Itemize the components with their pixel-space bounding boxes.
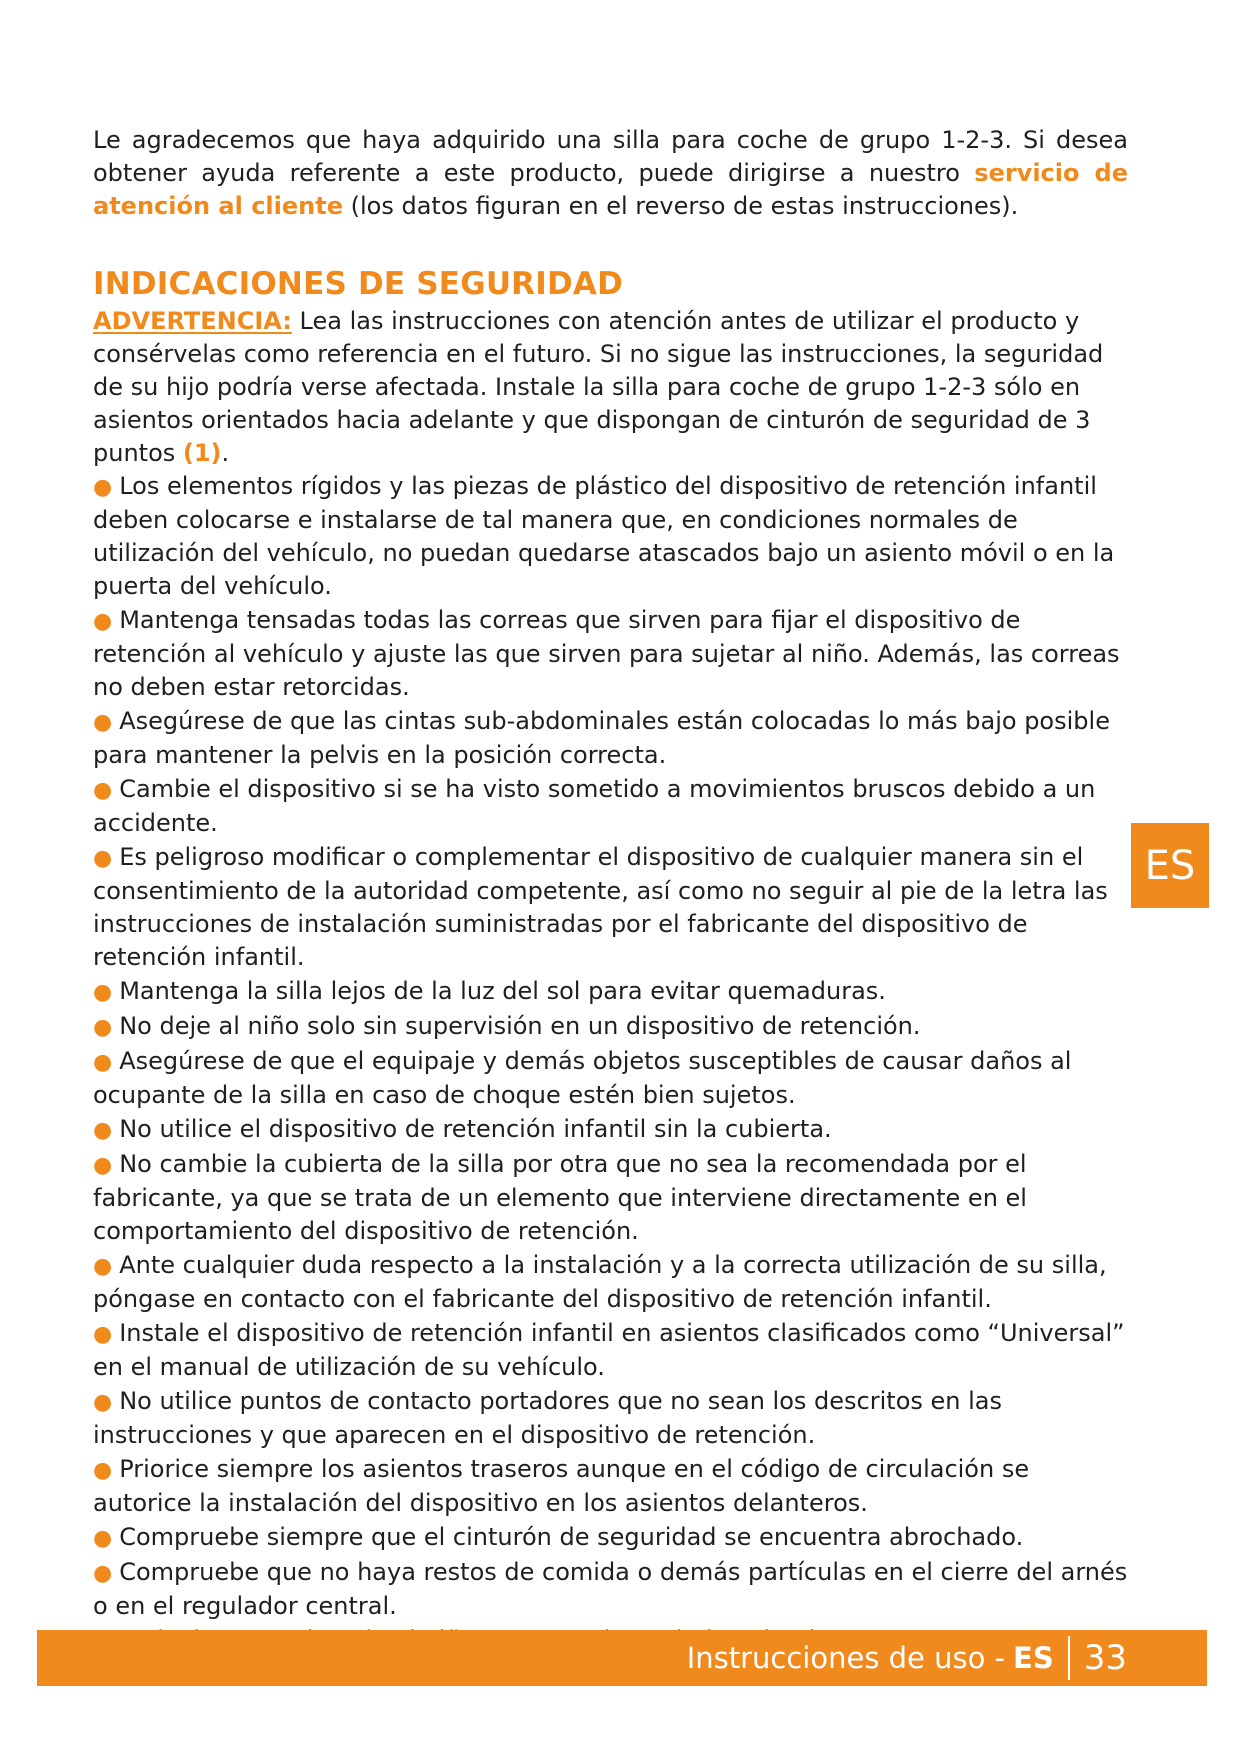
- bullet-icon: ●: [93, 980, 113, 1005]
- list-item: [93, 1385, 1128, 1452]
- warning-paragraph: [93, 305, 1128, 470]
- bullet-text: Compruebe siempre que el cinturón de seguridad se encuentra abrochado.: [119, 1523, 1024, 1551]
- bullet-text: Compruebe que no haya restos de comida o demás partículas en el cierre del arnés o en el regulador central.: [93, 1558, 1128, 1620]
- bullet-icon: ●: [93, 475, 113, 500]
- language-tab: ES: [1131, 823, 1209, 908]
- bullet-text: Ante cualquier duda respecto a la instalación y a la correcta utilización de su silla, póngase en contacto con el fabricante del dispositivo de retención infantil.: [93, 1251, 1107, 1313]
- footer-divider: [1068, 1636, 1070, 1680]
- warning-end: .: [221, 439, 230, 467]
- list-item: [93, 1148, 1128, 1248]
- bullet-text: Los elementos rígidos y las piezas de plástico del dispositivo de retención infantil deben colocarse e instalarse de tal manera que, en condiciones normales de utilización del vehículo, no puedan quedarse atascados bajo un asiento móvil o en la puerta del vehículo.: [93, 472, 1115, 600]
- bullet-icon: ●: [93, 1015, 113, 1040]
- page-number: 33: [1083, 1638, 1127, 1678]
- bullet-icon: ●: [93, 778, 113, 803]
- section-title: INDICACIONES DE SEGURIDAD: [93, 266, 624, 302]
- intro-text-end: (los datos figuran en el reverso de estas instrucciones).: [342, 192, 1019, 220]
- bullet-text: Cambie el dispositivo si se ha visto sometido a movimientos bruscos debido a un accidente.: [93, 775, 1096, 837]
- list-item: [93, 470, 1128, 603]
- bullet-text: Mantenga la silla lejos de la luz del sol para evitar quemaduras.: [119, 977, 886, 1005]
- bullet-icon: ●: [93, 1050, 113, 1075]
- list-item: [93, 1010, 1128, 1044]
- bullet-icon: ●: [93, 1254, 113, 1279]
- bullet-icon: ●: [93, 1526, 113, 1551]
- bullet-text: Mantenga tensadas todas las correas que sirven para fijar el dispositivo de retención al vehículo y ajuste las que sirven para sujetar al niño. Además, las correas no deben estar retorcidas.: [93, 606, 1120, 701]
- bullet-text: No cambie la cubierta de la silla por otra que no sea la recomendada por el fabricante, ya que se trata de un elemento que interviene directamente en el comportamiento del dispositivo de retención.: [93, 1150, 1027, 1245]
- warning-text: Lea las instrucciones con atención antes de utilizar el producto y consérvelas como referencia en el futuro. Si no sigue las instrucciones, la seguridad de su hijo podría verse afectada. Instale la silla para coche de grupo 1-2-3 sólo en asientos orientados hacia adelante y que dispongan de cinturón de seguridad de 3 puntos: [93, 307, 1104, 467]
- safety-bullet-list: [93, 470, 1128, 1658]
- bullet-text: Asegúrese de que el equipaje y demás objetos susceptibles de causar daños al ocupante de la silla en caso de choque estén bien sujetos.: [93, 1047, 1072, 1109]
- list-item: [93, 1453, 1128, 1520]
- bullet-icon: ●: [93, 1458, 113, 1483]
- list-item: [93, 705, 1128, 772]
- list-item: [93, 1249, 1128, 1316]
- figure-reference: (1): [182, 439, 222, 467]
- bullet-text: No utilice puntos de contacto portadores que no sean los descritos en las instrucciones y que aparecen en el dispositivo de retención.: [93, 1387, 1002, 1449]
- bullet-icon: ●: [93, 1118, 113, 1143]
- bullet-text: Instale el dispositivo de retención infantil en asientos clasificados como “Universal” en el manual de utilización de su vehículo.: [93, 1319, 1125, 1381]
- list-item: [93, 604, 1128, 704]
- bullet-icon: ●: [93, 846, 113, 871]
- bullet-icon: ●: [93, 710, 113, 735]
- bullet-text: Es peligroso modificar o complementar el dispositivo de cualquier manera sin el consentimiento de la autoridad competente, así como no seguir al pie de la letra las instrucciones de instalación suministradas por el fabricante del dispositivo de retención infantil.: [93, 843, 1108, 971]
- bullet-text: Asegúrese de que las cintas sub-abdominales están colocadas lo más bajo posible para mantener la pelvis en la posición correcta.: [93, 707, 1110, 769]
- bullet-text: Priorice siempre los asientos traseros aunque en el código de circulación se autorice la instalación del dispositivo en los asientos delanteros.: [93, 1455, 1030, 1517]
- footer-label: Instrucciones de uso -: [686, 1641, 1006, 1675]
- list-item: [93, 1521, 1128, 1555]
- bullet-icon: ●: [93, 1153, 113, 1178]
- bullet-text: No utilice el dispositivo de retención infantil sin la cubierta.: [119, 1115, 832, 1143]
- list-item: [93, 1113, 1128, 1147]
- list-item: [93, 1317, 1128, 1384]
- customer-service-highlight: servicio de atención al cliente: [93, 159, 1128, 220]
- list-item: [93, 841, 1128, 974]
- page-content: [93, 124, 1128, 1659]
- bullet-icon: ●: [93, 1390, 113, 1415]
- footer-bar: [37, 1630, 1207, 1686]
- bullet-icon: ●: [93, 609, 113, 634]
- list-item: [93, 1045, 1128, 1112]
- bullet-icon: ●: [93, 1561, 113, 1586]
- footer-content: [687, 1630, 1127, 1686]
- intro-paragraph: [93, 124, 1128, 223]
- list-item: [93, 773, 1128, 840]
- warning-label: ADVERTENCIA:: [93, 307, 292, 335]
- bullet-icon: ●: [93, 1322, 113, 1347]
- list-item: [93, 975, 1128, 1009]
- bullet-text: No deje al niño solo sin supervisión en un dispositivo de retención.: [119, 1012, 921, 1040]
- intro-text: Le agradecemos que haya adquirido una silla para coche de grupo 1-2-3. Si desea obtener ayuda referente a este producto, puede dirigirse a nuestro: [93, 126, 1128, 187]
- list-item: [93, 1556, 1128, 1623]
- footer-language-code: ES: [1013, 1641, 1054, 1675]
